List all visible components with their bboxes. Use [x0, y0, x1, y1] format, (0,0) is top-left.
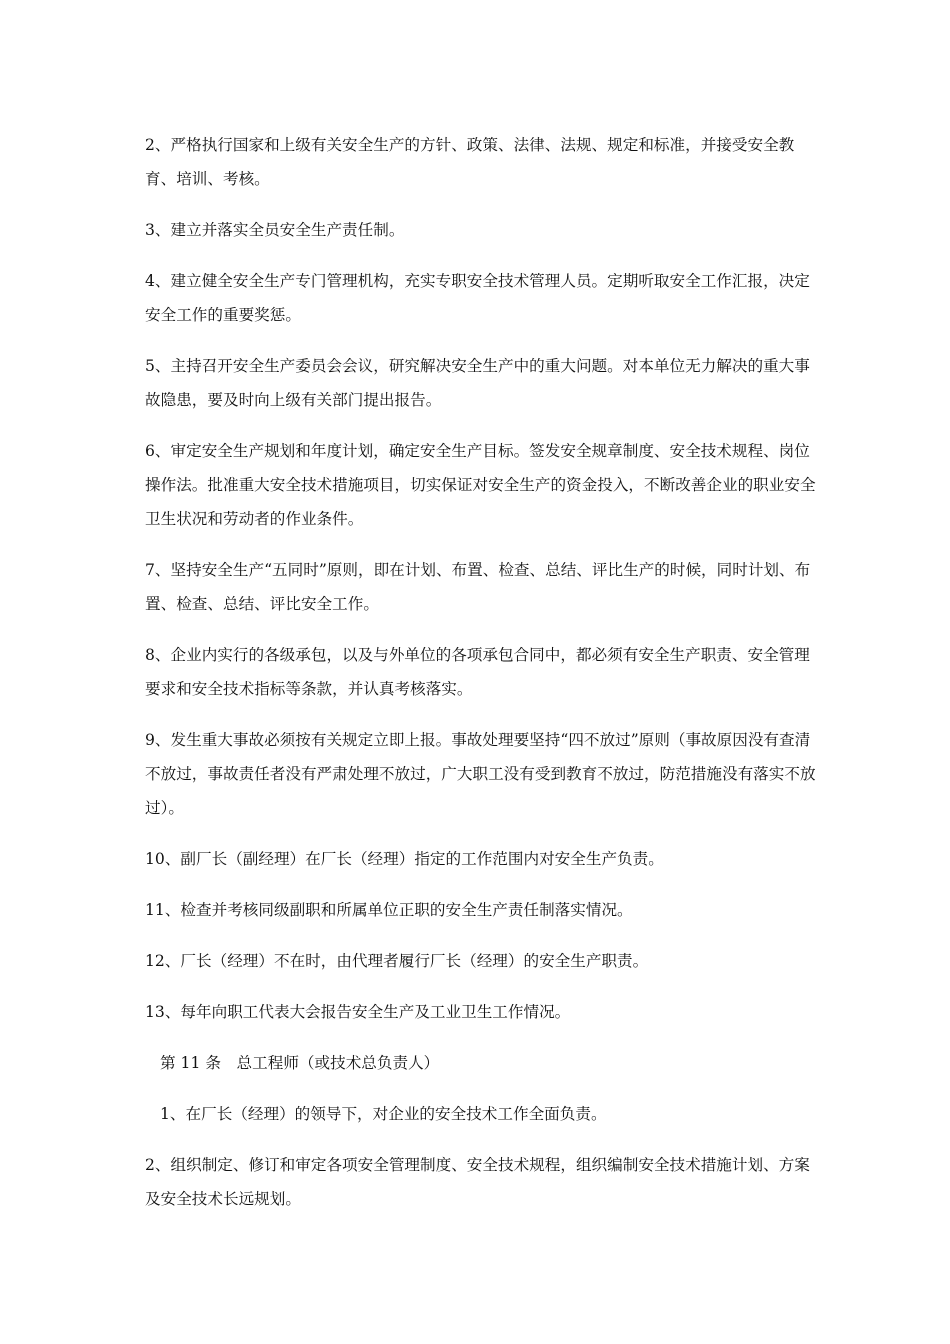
paragraph-item-12: 12、厂长（经理）不在时，由代理者履行厂长（经理）的安全生产职责。 — [145, 952, 649, 970]
paragraph-item-13: 13、每年向职工代表大会报告安全生产及工业卫生工作情况。 — [145, 1003, 571, 1021]
chief-engineer-item-2: 2、组织制定、修订和审定各项安全管理制度、安全技术规程，组织编制安全技术措施计划、方案及安全技术长远规划。 — [145, 1156, 810, 1208]
paragraph-item-4: 4、建立健全安全生产专门管理机构，充实专职安全技术管理人员。定期听取安全工作汇报，决定安全工作的重要奖惩。 — [145, 272, 810, 324]
paragraph-item-10: 10、副厂长（副经理）在厂长（经理）指定的工作范围内对安全生产负责。 — [145, 850, 664, 868]
document-body — [145, 128, 825, 1233]
paragraph-item-3: 3、建立并落实全员安全生产责任制。 — [145, 221, 405, 239]
paragraph-item-7: 7、坚持安全生产“五同时”原则，即在计划、布置、检查、总结、评比生产的时候，同时计划、布置、检查、总结、评比安全工作。 — [145, 561, 811, 613]
paragraph-item-2: 2、严格执行国家和上级有关安全生产的方针、政策、法律、法规、规定和标准，并接受安全教育、培训、考核。 — [145, 136, 795, 188]
paragraph-item-9: 9、发生重大事故必须按有关规定立即上报。事故处理要坚持“四不放过”原则（事故原因没有查清不放过，事故责任者没有严肃处理不放过，广大职工没有受到教育不放过，防范措施没有落实不放过）。 — [145, 731, 816, 817]
chief-engineer-item-1: 1、在厂长（经理）的领导下，对企业的安全技术工作全面负责。 — [160, 1105, 607, 1123]
paragraph-item-11: 11、检查并考核同级副职和所属单位正职的安全生产责任制落实情况。 — [145, 901, 633, 919]
paragraph-item-5: 5、主持召开安全生产委员会会议，研究解决安全生产中的重大问题。对本单位无力解决的重大事故隐患，要及时向上级有关部门提出报告。 — [145, 357, 810, 409]
article-heading: 第 11 条 总工程师（或技术总负责人） — [160, 1054, 440, 1072]
paragraph-item-6: 6、审定安全生产规划和年度计划，确定安全生产目标。签发安全规章制度、安全技术规程、岗位操作法。批准重大安全技术措施项目，切实保证对安全生产的资金投入，不断改善企业的职业安全卫生状况和劳动者的作业条件。 — [145, 442, 816, 528]
paragraph-item-8: 8、企业内实行的各级承包，以及与外单位的各项承包合同中，都必须有安全生产职责、安全管理要求和安全技术指标等条款，并认真考核落实。 — [145, 646, 810, 698]
